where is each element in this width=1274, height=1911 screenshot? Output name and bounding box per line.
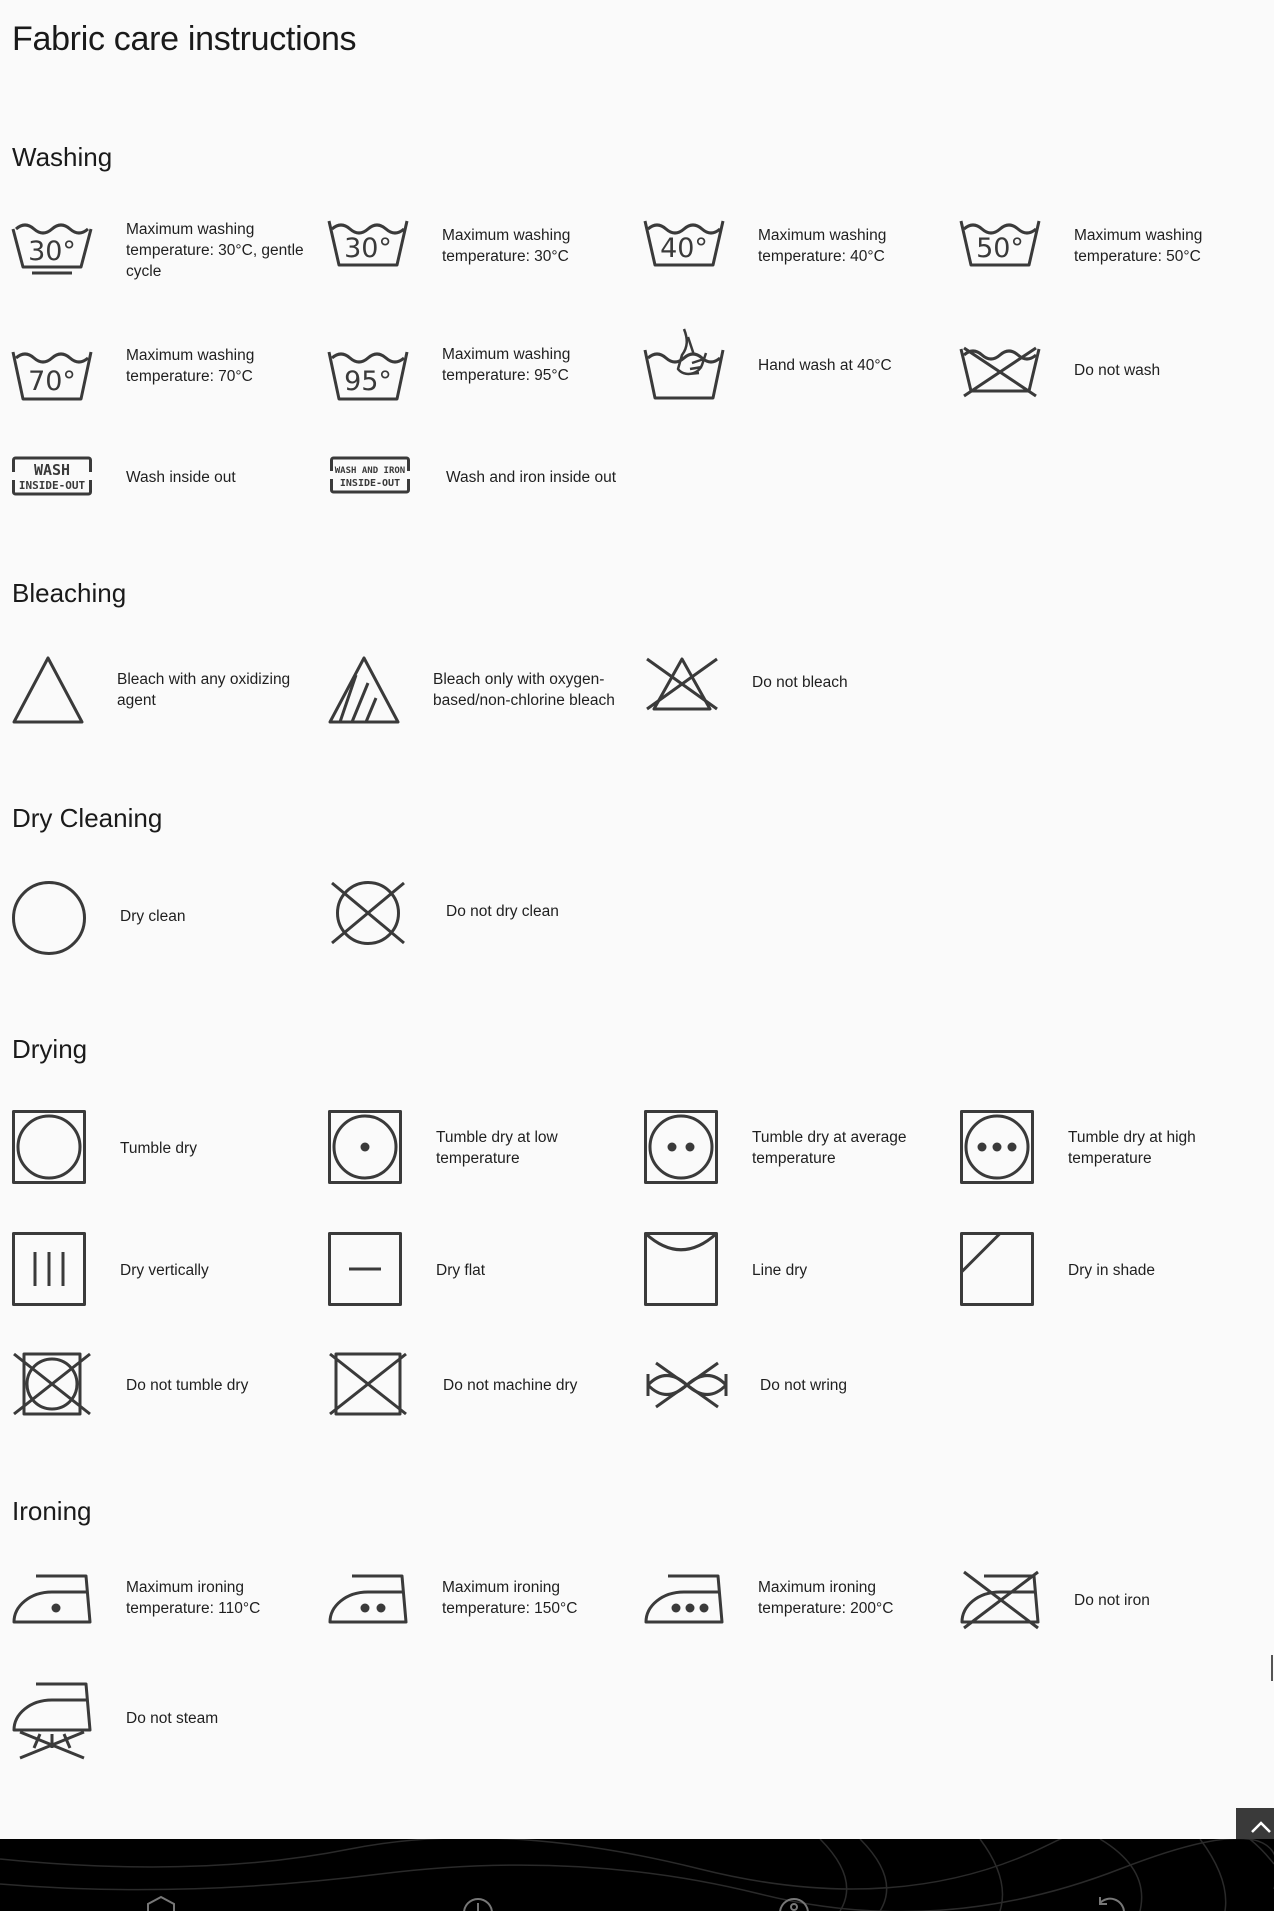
location-icon[interactable] bbox=[778, 1897, 810, 1911]
wash-temp-label: 30° bbox=[28, 236, 76, 267]
badge-line-1: WASH bbox=[33, 461, 71, 479]
care-item-do-not-iron bbox=[960, 1570, 1260, 1670]
wash-95-icon bbox=[328, 340, 408, 405]
tumble-dry-medium-icon bbox=[644, 1110, 718, 1184]
badge-line-1: WASH AND IRON bbox=[334, 466, 406, 476]
care-item-wash-inside-out bbox=[12, 455, 312, 555]
care-item-wash-30 bbox=[328, 215, 628, 315]
care-item-do-not-dry-clean bbox=[328, 880, 628, 980]
care-item-tumble-dry bbox=[12, 1110, 312, 1210]
care-item-label: Line dry bbox=[752, 1262, 808, 1279]
care-item-label: Do not machine dry bbox=[443, 1377, 578, 1394]
care-item-dry-vertically bbox=[12, 1232, 312, 1332]
scrollbar-thumb[interactable] bbox=[1271, 1655, 1273, 1681]
page-title: Fabric care instructions bbox=[12, 20, 357, 58]
care-item-bleach-any bbox=[12, 655, 312, 755]
care-item-bleach-non-chlorine bbox=[328, 655, 628, 755]
wash-30-icon bbox=[328, 215, 408, 280]
care-item-label: Do not steam bbox=[126, 1710, 219, 1727]
care-item-label: Maximum ironing temperature: 150°C bbox=[442, 1579, 578, 1617]
section-title-dry-cleaning: Dry Cleaning bbox=[12, 803, 163, 833]
home-icon[interactable] bbox=[146, 1895, 176, 1911]
care-item-tumble-dry-high bbox=[960, 1110, 1260, 1210]
footer-decoration bbox=[0, 1839, 1274, 1911]
care-item-label: Bleach with any oxidizing agent bbox=[117, 671, 291, 709]
care-item-label: Do not wash bbox=[1074, 362, 1161, 379]
do-not-wring-icon bbox=[646, 1360, 728, 1410]
wash-inside-out-icon bbox=[12, 455, 92, 497]
section-title-ironing: Ironing bbox=[12, 1496, 92, 1526]
do-not-steam-icon bbox=[12, 1680, 92, 1760]
hand-wash-icon bbox=[644, 325, 724, 403]
dry-vertically-icon bbox=[12, 1232, 86, 1306]
care-item-do-not-machine-dry bbox=[328, 1352, 628, 1452]
care-item-wash-95 bbox=[328, 340, 628, 440]
care-item-do-not-tumble-dry bbox=[12, 1352, 312, 1452]
section-title-drying: Drying bbox=[12, 1034, 88, 1064]
iron-high-icon bbox=[644, 1572, 724, 1626]
section-title-bleaching: Bleaching bbox=[12, 578, 127, 608]
care-item-wash-50 bbox=[960, 215, 1260, 315]
care-item-iron-medium bbox=[328, 1572, 628, 1672]
line-dry-icon bbox=[644, 1232, 718, 1306]
care-item-label: Tumble dry at low temperature bbox=[436, 1129, 558, 1167]
care-item-label: Tumble dry at high temperature bbox=[1068, 1129, 1196, 1167]
dry-in-shade-icon bbox=[960, 1232, 1034, 1306]
care-item-label: Tumble dry at average temperature bbox=[752, 1129, 907, 1167]
do-not-dry-clean-icon bbox=[328, 880, 408, 946]
care-item-label: Maximum washing temperature: 30°C, gentle cycle bbox=[126, 221, 304, 280]
do-not-tumble-dry-icon bbox=[12, 1352, 92, 1416]
care-item-wash-70 bbox=[12, 340, 312, 440]
iron-medium-icon bbox=[328, 1572, 408, 1626]
dry-flat-icon bbox=[328, 1232, 402, 1306]
care-item-label: Maximum ironing temperature: 110°C bbox=[126, 1579, 261, 1617]
care-item-label: Maximum washing temperature: 70°C bbox=[126, 347, 255, 385]
care-item-label: Maximum ironing temperature: 200°C bbox=[758, 1579, 894, 1617]
iron-low-icon bbox=[12, 1572, 92, 1626]
wash-50-icon bbox=[960, 215, 1040, 280]
care-item-label: Maximum washing temperature: 40°C bbox=[758, 227, 887, 265]
care-item-label: Tumble dry bbox=[120, 1140, 197, 1157]
care-item-dry-in-shade bbox=[960, 1232, 1260, 1332]
care-item-label: Dry clean bbox=[120, 908, 186, 925]
care-item-label: Hand wash at 40°C bbox=[758, 357, 892, 374]
care-item-label: Maximum washing temperature: 30°C bbox=[442, 227, 571, 265]
bleach-any-icon bbox=[12, 655, 84, 725]
care-item-label: Do not tumble dry bbox=[126, 1377, 249, 1394]
care-item-dry-flat bbox=[328, 1232, 628, 1332]
care-item-label: Do not dry clean bbox=[446, 903, 559, 920]
care-item-tumble-dry-medium bbox=[644, 1110, 944, 1210]
care-item-label: Do not wring bbox=[760, 1377, 848, 1394]
care-item-dry-clean bbox=[12, 880, 312, 980]
care-item-iron-low bbox=[12, 1572, 312, 1672]
badge-line-2: INSIDE-OUT bbox=[339, 478, 401, 489]
care-item-label: Dry in shade bbox=[1068, 1262, 1156, 1279]
wash-temp-label: 40° bbox=[660, 233, 708, 264]
footer bbox=[0, 1839, 1274, 1911]
care-item-hand-wash bbox=[644, 325, 944, 425]
wash-40-icon bbox=[644, 215, 724, 280]
care-item-wash-30-gentle bbox=[12, 215, 312, 315]
wash-temp-label: 50° bbox=[976, 233, 1024, 264]
care-item-wash-iron-inside-out bbox=[330, 455, 630, 555]
wash-temp-label: 70° bbox=[28, 366, 76, 397]
wash-temp-label: 95° bbox=[344, 366, 392, 397]
care-item-do-not-wash bbox=[960, 340, 1260, 440]
care-item-wash-40 bbox=[644, 215, 944, 315]
care-item-do-not-wring bbox=[646, 1360, 946, 1460]
wash-iron-inside-out-icon bbox=[330, 455, 410, 497]
care-item-do-not-bleach bbox=[644, 655, 944, 755]
care-item-label: Wash and iron inside out bbox=[446, 469, 617, 486]
care-item-label: Maximum washing temperature: 95°C bbox=[442, 346, 571, 384]
care-item-label: Dry vertically bbox=[120, 1262, 209, 1279]
care-item-tumble-dry-low bbox=[328, 1110, 628, 1210]
do-not-machine-dry-icon bbox=[328, 1352, 408, 1416]
info-icon[interactable] bbox=[462, 1897, 494, 1911]
care-item-label: Maximum washing temperature: 50°C bbox=[1074, 227, 1203, 265]
tumble-dry-high-icon bbox=[960, 1110, 1034, 1184]
section-title-washing: Washing bbox=[12, 142, 113, 172]
dry-clean-icon bbox=[12, 880, 88, 956]
care-item-label: Bleach only with oxygen-based/non-chlorine bleach bbox=[433, 671, 615, 709]
care-item-label: Dry flat bbox=[436, 1262, 486, 1279]
care-item-label: Do not bleach bbox=[752, 674, 848, 691]
care-item-iron-high bbox=[644, 1572, 944, 1672]
return-icon[interactable] bbox=[1094, 1897, 1126, 1911]
bleach-non-chlorine-icon bbox=[328, 655, 400, 725]
care-item-label: Do not iron bbox=[1074, 1592, 1150, 1609]
wash-70-icon bbox=[12, 340, 92, 405]
badge-line-2: INSIDE-OUT bbox=[18, 479, 86, 492]
tumble-dry-icon bbox=[12, 1110, 86, 1184]
do-not-iron-icon bbox=[960, 1570, 1042, 1630]
tumble-dry-low-icon bbox=[328, 1110, 402, 1184]
do-not-wash-icon bbox=[960, 340, 1040, 405]
care-item-do-not-steam bbox=[12, 1680, 312, 1780]
care-item-label: Wash inside out bbox=[126, 469, 236, 486]
care-item-line-dry bbox=[644, 1232, 944, 1332]
wash-30-gentle-icon bbox=[12, 215, 92, 280]
do-not-bleach-icon bbox=[644, 655, 720, 713]
wash-temp-label: 30° bbox=[344, 233, 392, 264]
